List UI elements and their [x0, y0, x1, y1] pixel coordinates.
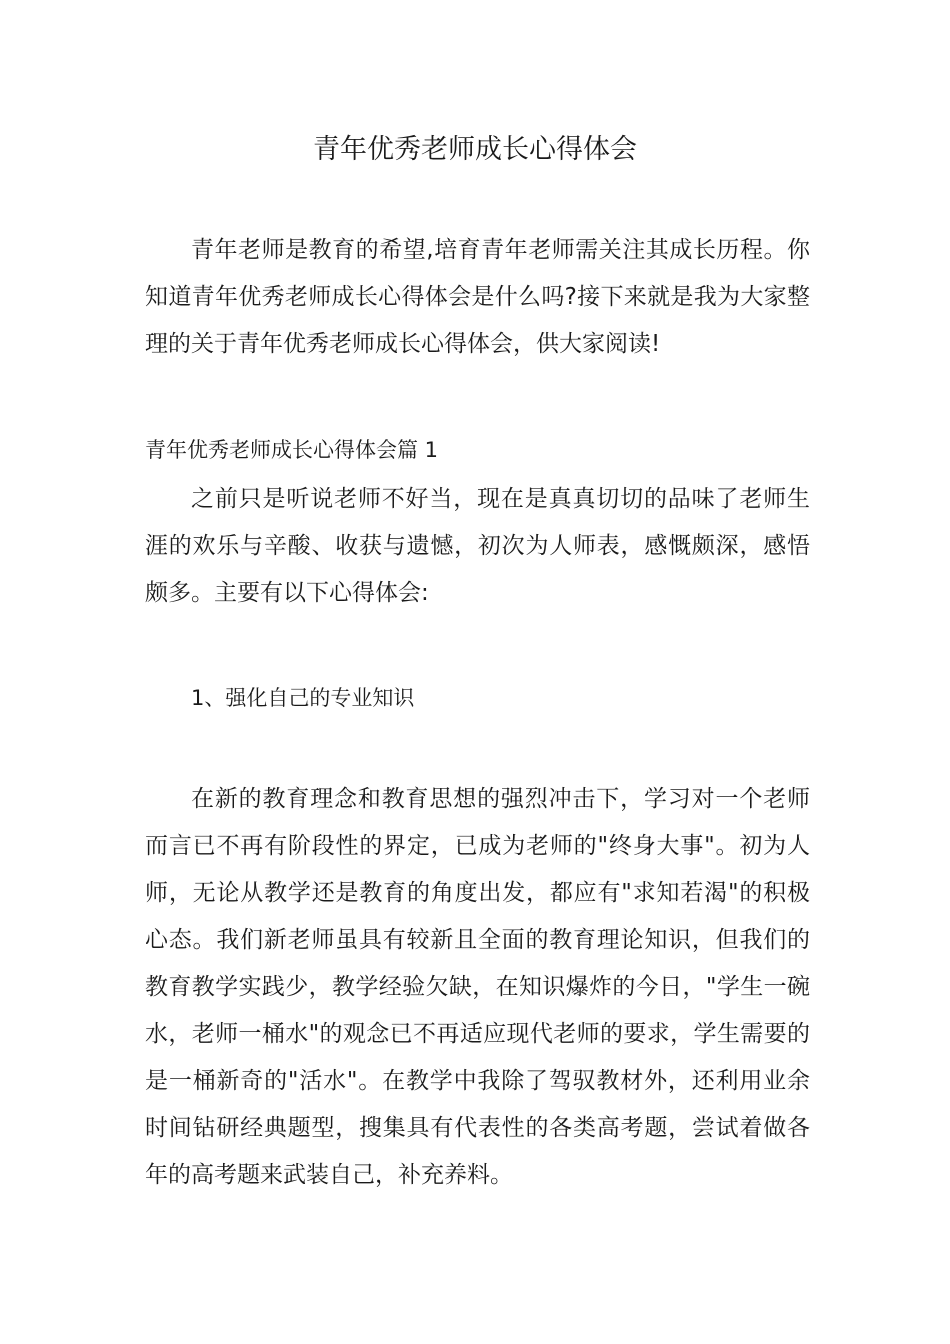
section-paragraph: 之前只是听说老师不好当，现在是真真切切的品味了老师生涯的欢乐与辛酸、收获与遗憾，初次为人师表，感慨颇深，感悟颇多。主要有以下心得体会: [145, 486, 810, 606]
document-title: 青年优秀老师成长心得体会 [313, 134, 637, 165]
intro-paragraph: 青年老师是教育的希望,培育青年老师需关注其成长历程。你知道青年优秀老师成长心得体会是什么吗?接下来就是我为大家整理的关于青年优秀老师成长心得体会，供大家阅读! [145, 237, 810, 357]
section-heading: 青年优秀老师成长心得体会篇 1 [145, 438, 439, 462]
point-paragraph: 在新的教育理念和教育思想的强烈冲击下，学习对一个老师而言已不再有阶段性的界定，已成为老师的"终身大事"。初为人师，无论从教学还是教育的角度出发，都应有"求知若渴"的积极心态。我们新老师虽具有较新且全面的教育理论知识，但我们的教育教学实践少，教学经验欠缺，在知识爆炸的今日，"学生一碗水，老师一桶水"的观念已不再适应现代老师的要求，学生需要的是一桶新奇的"活水"。在教学中我除了驾驭教材外，还利用业余时间钻研经典题型，搜集具有代表性的各类高考题，尝试着做各年的高考题来武装自己，补充养料。 [145, 786, 810, 1188]
point-heading: 1、强化自己的专业知识 [191, 686, 415, 710]
